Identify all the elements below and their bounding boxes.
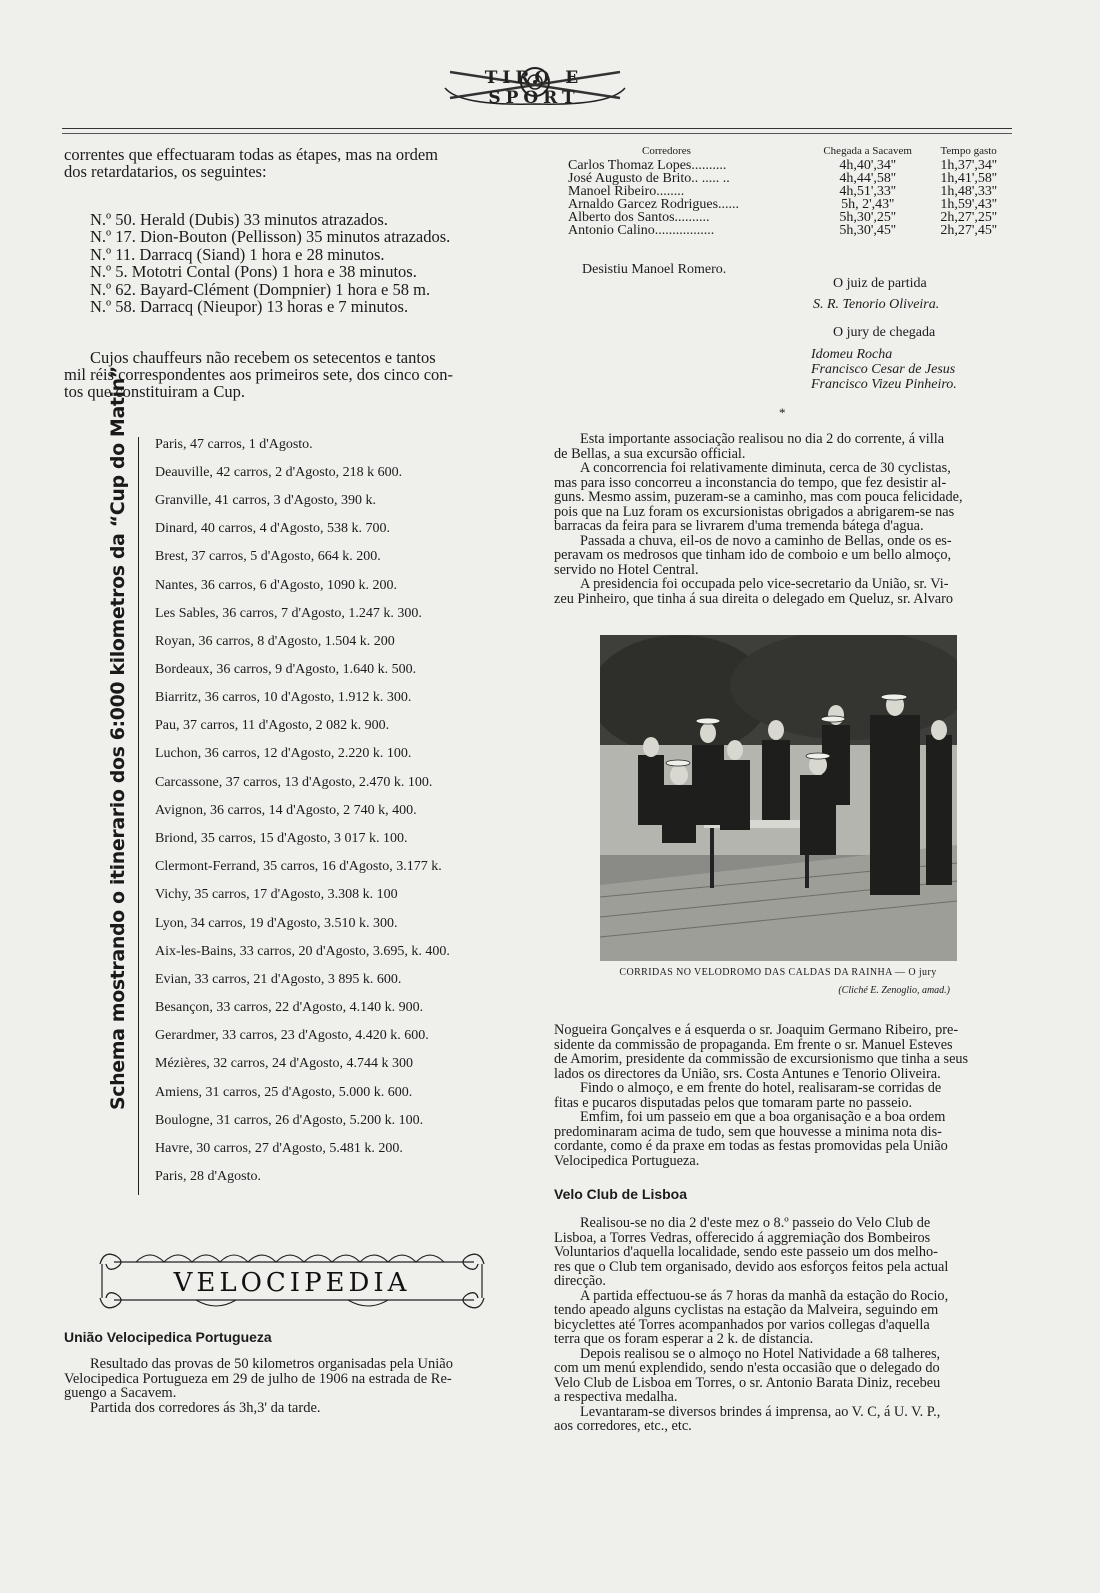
velo-club-paragraph [554, 1216, 1014, 1434]
jury-name: Francisco Cesar de Jesus [811, 362, 956, 377]
paragraph-line: sidente da commissão de propaganda. Em frente o sr. Manuel Esteves [554, 1036, 953, 1053]
photo-jury [600, 635, 957, 961]
jury-name: Francisco Vizeu Pinheiro. [811, 377, 957, 392]
paragraph-line: Levantaram-se diversos brindes á imprensa, ao V. C, á U. V. P., [580, 1403, 941, 1420]
table-cell: 1h,48',33'' [940, 184, 997, 199]
stage-item: Gerardmer, 33 carros, 23 d'Agosto, 4.420 k. 600. [155, 1028, 429, 1043]
paragraph-line: guengo a Sacavem. [64, 1385, 177, 1401]
intro-text [64, 146, 524, 180]
stage-item: Nantes, 36 carros, 6 d'Agosto, 1090 k. 200. [155, 578, 398, 593]
table-cell: 4h,51',33'' [839, 184, 896, 199]
paragraph-line: Velocipedica Portugueza. [554, 1152, 700, 1169]
paragraph-line: Lisboa, a Torres Vedras, offerecido á aggremiação dos Bombeiros [554, 1229, 931, 1246]
table-cell: José Augusto de Brito.. ..... .. [568, 171, 730, 186]
list-item: N.º 17. Dion-Bouton (Pellisson) 35 minutos atrazados. [90, 227, 451, 247]
column-header: Tempo gasto [940, 144, 997, 157]
section-heading-velo-club: Velo Club de Lisboa [554, 1186, 688, 1202]
stage-item: Clermont-Ferrand, 35 carros, 16 d'Agosto, 3.177 k. [155, 859, 442, 874]
photo-credit: (Cliché E. Zenoglio, amad.) [838, 985, 950, 996]
stage-item: Paris, 47 carros, 1 d'Agosto. [155, 437, 313, 452]
juiz-label: O juiz de partida [833, 276, 927, 291]
stage-item: Brest, 37 carros, 5 d'Agosto, 664 k. 200. [155, 549, 381, 564]
itinerary-bar [138, 437, 139, 1195]
paragraph-line: Depois realisou se o almoço no Hotel Natividade a 68 talheres, [580, 1345, 941, 1362]
stage-item: Havre, 30 carros, 27 d'Agosto, 5.481 k. 200. [155, 1141, 403, 1156]
stage-item: Les Sables, 36 carros, 7 d'Agosto, 1.247 k. 300. [155, 606, 422, 621]
table-cell: 5h, 2',43'' [841, 197, 895, 212]
paragraph-line: com um menú explendido, sendo n'esta occasião que o delegado do [554, 1360, 940, 1376]
paragraph-line: zeu Pinheiro, que tinha á sua direita o delegado em Queluz, sr. Alvaro [554, 590, 953, 607]
column-header: Corredores [642, 144, 691, 157]
stage-item: Granville, 41 carros, 3 d'Agosto, 390 k. [155, 493, 377, 508]
paragraph-line: a respectiva medalha. [554, 1389, 678, 1405]
paragraph-line: Emfim, foi um passeio em que a boa organisação e a boa ordem [580, 1109, 946, 1125]
stage-item: Bordeaux, 36 carros, 9 d'Agosto, 1.640 k. 500. [155, 662, 417, 677]
paragraph-line: terra que os foram esperar a 2 k. de distancia. [554, 1331, 814, 1347]
paragraph-line: direcção. [554, 1273, 606, 1289]
paragraph-line: predominaram acima de tudo, sem que houvesse a minima nota dis- [554, 1123, 942, 1140]
intro-line: dos retardatarios, os seguintes: [64, 162, 267, 181]
table-cell: Arnaldo Garcez Rodrigues...... [568, 197, 740, 212]
table-cell: Antonio Calino................. [568, 223, 715, 238]
table-cell: Carlos Thomaz Lopes.......... [568, 158, 727, 173]
table-cell: 5h,30',45'' [839, 223, 896, 238]
header-rule [62, 128, 1012, 129]
intro-line: correntes que effectuaram todas as étapes, mas na ordem [64, 145, 438, 164]
table-cell: 1h,59',43'' [940, 197, 997, 212]
paragraph-line: Resultado das provas de 50 kilometros organisadas pela União [90, 1356, 453, 1372]
stage-item: Amiens, 31 carros, 25 d'Agosto, 5.000 k. 600. [155, 1085, 413, 1100]
desistiu-note: Desistiu Manoel Romero. [582, 262, 727, 277]
paragraph-line: guns. Mesmo assim, puzeram-se a caminho, mas com pouca felicidade, [554, 489, 963, 505]
paragraph-line: bicyclettes até Torres acompanhados por varios collegas d'aquella [554, 1316, 930, 1333]
paragraph-line: res que o Club tem organisado, devido aos esforços feitos pela actual [554, 1258, 949, 1275]
paragraph-line: fitas e pucaros disputadas pelos que tomaram parte no passeio. [554, 1094, 913, 1111]
paragraph-line: cordante, como é da praxe em todas as festas promovidas pela União [554, 1138, 948, 1154]
list-item: N.º 11. Darracq (Siand) 1 hora e 28 minutos. [90, 244, 385, 264]
list-item: N.º 5. Mototri Contal (Pons) 1 hora e 38 minutos. [90, 262, 417, 282]
table-cell: 4h,40',34'' [839, 158, 896, 173]
paragraph-line: mil réis correspondentes aos primeiros sete, dos cinco con- [64, 365, 454, 384]
stage-item: Boulogne, 31 carros, 26 d'Agosto, 5.200 k. 100. [155, 1113, 424, 1128]
late-competitors-list [90, 211, 530, 315]
paragraph-line: Findo o almoço, e em frente do hotel, realisaram-se corridas de [580, 1080, 942, 1096]
paragraph-line: Passada a chuva, eil-os de novo a caminho de Bellas, onde os es- [580, 532, 952, 549]
paragraph-line: tendo apeado alguns cyclistas na estação da Malveira, seguindo em [554, 1302, 939, 1318]
column-header: Chegada a Sacavem [823, 144, 912, 157]
table-row [568, 224, 1008, 237]
list-item: N.º 50. Herald (Dubis) 33 minutos atrazados. [90, 210, 388, 229]
paragraph-line: Esta importante associação realisou no dia 2 do corrente, á villa [580, 431, 945, 447]
chauffeurs-paragraph [64, 349, 529, 400]
list-item: N.º 58. Darracq (Nieupor) 13 horas e 7 minutos. [90, 297, 409, 317]
paragraph-line: Realisou-se no dia 2 d'este mez o 8.º passeio do Velo Club de [580, 1215, 931, 1231]
stage-item: Paris, 28 d'Agosto. [155, 1169, 261, 1184]
paragraph-line: Voluntarios d'aquella localidade, sendo este passeio um dos melho- [554, 1244, 938, 1260]
paragraph-line: barracas da feira para se livrarem d'uma tremenda bátega d'agua. [554, 518, 924, 534]
stage-item: Luchon, 36 carros, 12 d'Agosto, 2.220 k. 100. [155, 746, 412, 761]
paragraph-line: Velocipedica Portugueza em 29 de julho de 1906 na estrada de Re- [64, 1370, 452, 1387]
paragraph-line: peravam os medrosos que tinham ido de comboio e um bello almoço, [554, 547, 952, 563]
jury-names [811, 347, 957, 392]
photo-caption: CORRIDAS NO VELODROMO DAS CALDAS DA RAINHA — O jury [619, 967, 937, 978]
paragraph-line: A presidencia foi occupada pelo vice-secretario da União, sr. Vi- [580, 576, 949, 592]
uniao-paragraph [64, 1357, 529, 1415]
table-cell: 1h,37',34'' [940, 158, 997, 173]
stage-item: Aix-les-Bains, 33 carros, 20 d'Agosto, 3.695, k. 400. [155, 944, 450, 959]
results-table-block [568, 143, 1008, 237]
paragraph-line: tos que constituiram a Cup. [64, 382, 246, 401]
velocipedia-banner-text: VELOCIPEDIA [173, 1268, 411, 1298]
paragraph-line: Nogueira Gonçalves e á esquerda o sr. Joaquim Germano Ribeiro, pre- [554, 1022, 959, 1038]
section-heading-uniao: União Velocipedica Portugueza [64, 1329, 272, 1345]
paragraph-line: lados os directores da União, srs. Costa Antunes e Tenorio Oliveira. [554, 1065, 941, 1082]
paragraph-line: de Amorim, presidente da commissão de excursionismo que tinha a seus [554, 1051, 969, 1067]
stage-item: Royan, 36 carros, 8 d'Agosto, 1.504 k. 200 [155, 634, 395, 649]
table-cell: 1h,41',58'' [940, 171, 997, 186]
paragraph-line: A concorrencia foi relativamente diminuta, cerca de 30 cyclistas, [580, 460, 951, 476]
nogueira-paragraph [554, 1023, 1014, 1168]
paragraph-line: Partida dos corredores ás 3h,3' da tarde. [90, 1399, 321, 1416]
bellas-paragraph [554, 432, 1014, 606]
paragraph-line: Cujos chauffeurs não recebem os setecentos e tantos [90, 348, 436, 367]
paragraph-line: de Bellas, a sua excursão official. [554, 445, 746, 462]
stage-item: Lyon, 34 carros, 19 d'Agosto, 3.510 k. 300. [155, 916, 398, 931]
paragraph-line: pois que na Luz foram os excursionistas obrigados a abrigarem-se nas [554, 503, 955, 520]
table-cell: 5h,30',25'' [839, 210, 896, 225]
stage-item: Biarritz, 36 carros, 10 d'Agosto, 1.912 k. 300. [155, 690, 412, 705]
paragraph-line: mas para isso concorreu a inconstancia do tempo, que fez desistir al- [554, 474, 947, 491]
jury-label: O jury de chegada [833, 325, 936, 340]
header-rule-thin [62, 133, 1012, 134]
stage-item: Avignon, 36 carros, 14 d'Agosto, 2 740 k, 400. [155, 803, 417, 818]
paragraph-line: A partida effectuou-se ás 7 horas da manhã da estação do Rocio, [580, 1287, 949, 1304]
itinerary-stages [155, 437, 495, 1197]
stage-item: Vichy, 35 carros, 17 d'Agosto, 3.308 k. 100 [155, 887, 398, 902]
stage-item: Mézières, 32 carros, 24 d'Agosto, 4.744 k 300 [155, 1056, 413, 1071]
itinerary-title-text: Schema mostrando o itinerario dos 6:000 kilometros da “Cup do Matin” [107, 366, 129, 1110]
stage-item: Deauville, 42 carros, 2 d'Agosto, 218 k 600. [155, 465, 403, 480]
stage-item: Evian, 33 carros, 21 d'Agosto, 3 895 k. 600. [155, 972, 402, 987]
paragraph-line: aos corredores, etc., etc. [554, 1418, 692, 1434]
paragraph-line: Velo Club de Lisboa em Torres, o sr. Antonio Barata Diniz, recebeu [554, 1374, 941, 1391]
stage-item: Carcassone, 37 carros, 13 d'Agosto, 2.470 k. 100. [155, 775, 433, 790]
table-cell: Alberto dos Santos.......... [568, 210, 710, 225]
stage-item: Pau, 37 carros, 11 d'Agosto, 2 082 k. 900. [155, 718, 390, 733]
stage-item: Dinard, 40 carros, 4 d'Agosto, 538 k. 700. [155, 521, 391, 536]
paragraph-line: servido no Hotel Central. [554, 561, 699, 578]
table-cell: 2h,27',25'' [940, 210, 997, 225]
table-cell: Manoel Ribeiro........ [568, 184, 685, 199]
results-table [568, 143, 1008, 237]
table-cell: 2h,27',45'' [940, 223, 997, 238]
section-separator: * [779, 405, 786, 420]
masthead-title: TIRO E SPORT [484, 68, 584, 108]
list-item: N.º 62. Bayard-Clément (Dompnier) 1 hora e 58 m. [90, 279, 431, 299]
table-cell: 4h,44',58'' [839, 171, 896, 186]
masthead-logo [440, 58, 630, 110]
jury-name: Idomeu Rocha [811, 347, 893, 362]
velocipedia-banner [96, 1242, 488, 1320]
stage-item: Briond, 35 carros, 15 d'Agosto, 3 017 k. 100. [155, 831, 408, 846]
stage-item: Besançon, 33 carros, 22 d'Agosto, 4.140 k. 900. [155, 1000, 424, 1015]
juiz-name: S. R. Tenorio Oliveira. [813, 297, 940, 312]
